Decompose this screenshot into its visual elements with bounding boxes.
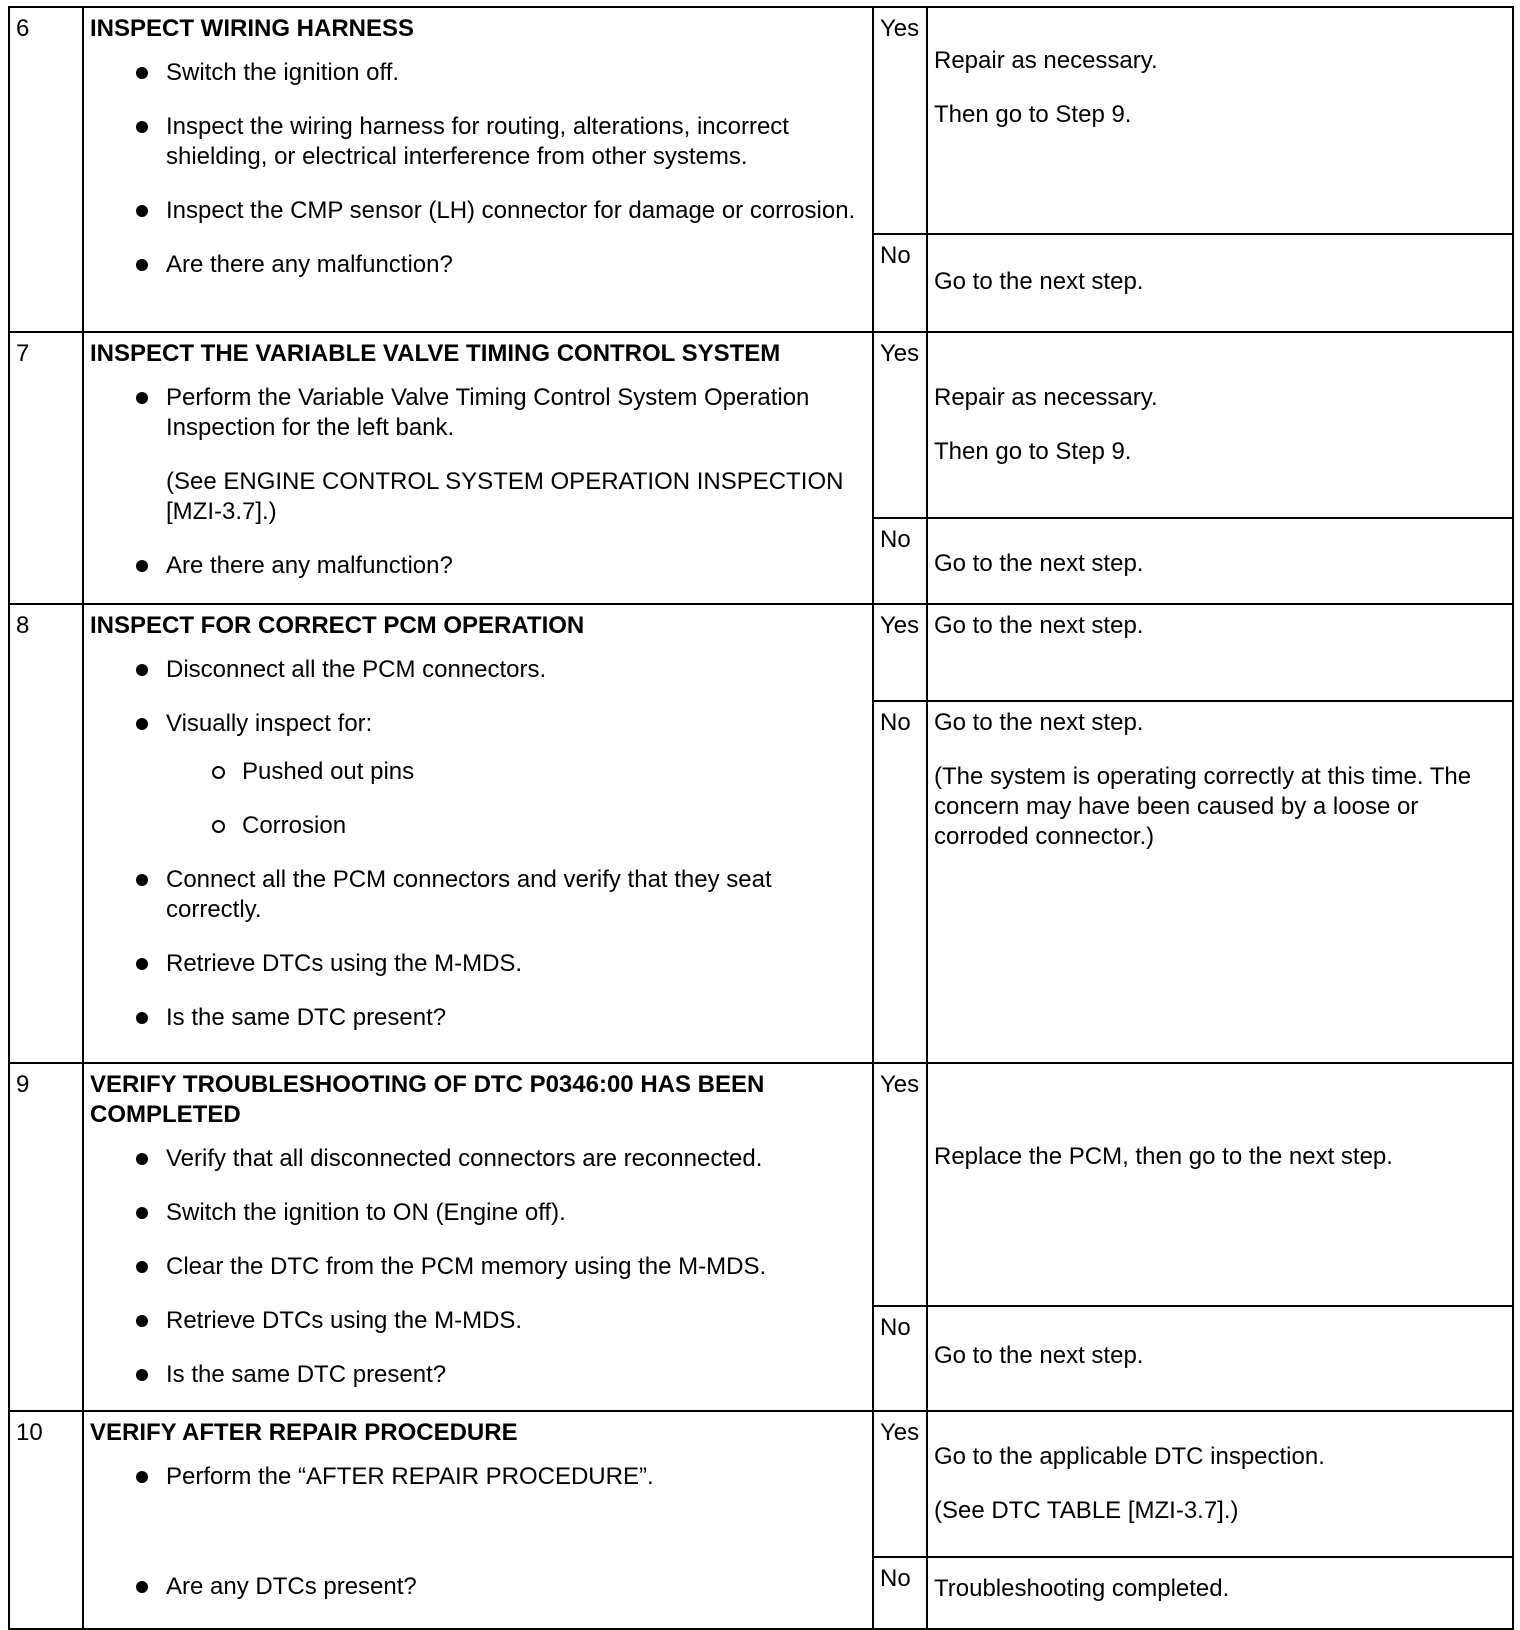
no-label: No <box>873 1557 927 1629</box>
no-label: No <box>873 701 927 1063</box>
step-title: VERIFY TROUBLESHOOTING OF DTC P0346:00 HAS BEEN COMPLETED <box>90 1071 765 1128</box>
step-title: VERIFY AFTER REPAIR PROCEDURE <box>90 1419 518 1446</box>
yes-label: Yes <box>873 1063 927 1306</box>
list-item: Verify that all disconnected connectors are reconnected. <box>136 1144 866 1174</box>
sub-list-item: Corrosion <box>212 811 866 841</box>
list-item: Inspect the CMP sensor (LH) connector for damage or corrosion. <box>136 196 866 226</box>
no-result <box>927 234 1513 332</box>
table-row <box>9 7 1513 234</box>
spacer <box>90 1516 866 1572</box>
result-text: Then go to Step 9. <box>934 101 1132 128</box>
list-item: Perform the “AFTER REPAIR PROCEDURE”. <box>136 1462 866 1492</box>
step-actions <box>83 332 873 604</box>
no-label: No <box>873 1306 927 1411</box>
result-text: Go to the next step. <box>934 550 1144 577</box>
table-row <box>9 604 1513 701</box>
step-number: 8 <box>9 604 83 1063</box>
table-row <box>9 1411 1513 1557</box>
list-item: Connect all the PCM connectors and verify that they seat correctly. <box>136 865 866 925</box>
yes-result <box>927 604 1513 701</box>
list-item-text: Visually inspect for: <box>166 710 373 737</box>
list-item: Clear the DTC from the PCM memory using the M-MDS. <box>136 1252 866 1282</box>
result-note: (The system is operating correctly at this time. The concern may have been caused by a loose or corroded connector.) <box>934 763 1472 850</box>
result-text: Go to the next step. <box>934 1342 1144 1369</box>
result-text: Repair as necessary. <box>934 47 1158 74</box>
no-result <box>927 701 1513 1063</box>
result-note: (See DTC TABLE [MZI-3.7].) <box>934 1497 1239 1524</box>
list-item: Are there any malfunction? <box>136 551 866 581</box>
yes-label: Yes <box>873 7 927 234</box>
step-actions <box>83 604 873 1063</box>
result-text: Go to the applicable DTC inspection. <box>934 1443 1325 1470</box>
yes-label: Yes <box>873 604 927 701</box>
list-item: Retrieve DTCs using the M-MDS. <box>136 949 866 979</box>
list-item: Switch the ignition off. <box>136 58 866 88</box>
step-number: 6 <box>9 7 83 332</box>
sub-list-item: Pushed out pins <box>212 757 866 787</box>
no-result <box>927 1306 1513 1411</box>
step-actions <box>83 7 873 332</box>
step-number: 9 <box>9 1063 83 1411</box>
no-result <box>927 518 1513 604</box>
result-text: Go to the next step. <box>934 612 1144 639</box>
step-actions <box>83 1411 873 1629</box>
list-item: Is the same DTC present? <box>136 1360 866 1390</box>
list-item <box>136 709 866 841</box>
yes-label: Yes <box>873 332 927 518</box>
result-text: Then go to Step 9. <box>934 438 1132 465</box>
step-number: 10 <box>9 1411 83 1629</box>
list-item: Is the same DTC present? <box>136 1003 866 1033</box>
yes-result <box>927 7 1513 234</box>
no-result <box>927 1557 1513 1629</box>
result-text: Troubleshooting completed. <box>934 1575 1230 1602</box>
step-number: 7 <box>9 332 83 604</box>
list-item: Perform the Variable Valve Timing Control System Operation Inspection for the left bank. <box>136 383 866 443</box>
step-title: INSPECT THE VARIABLE VALVE TIMING CONTROL SYSTEM <box>90 340 781 367</box>
yes-result <box>927 1063 1513 1306</box>
step-actions <box>83 1063 873 1411</box>
list-item: Inspect the wiring harness for routing, alterations, incorrect shielding, or electrical interference from other systems. <box>136 112 866 172</box>
list-item: Are any DTCs present? <box>136 1572 866 1602</box>
no-label: No <box>873 234 927 332</box>
result-text: Replace the PCM, then go to the next step. <box>934 1143 1393 1170</box>
table-row <box>9 1063 1513 1306</box>
troubleshooting-table <box>8 6 1514 1630</box>
table-row <box>9 332 1513 518</box>
result-text: Go to the next step. <box>934 268 1144 295</box>
yes-result <box>927 332 1513 518</box>
result-text: Repair as necessary. <box>934 384 1158 411</box>
list-item: Switch the ignition to ON (Engine off). <box>136 1198 866 1228</box>
result-text: Go to the next step. <box>934 709 1144 736</box>
reference-note: (See ENGINE CONTROL SYSTEM OPERATION INSPECTION [MZI-3.7].) <box>166 468 844 525</box>
step-title: INSPECT FOR CORRECT PCM OPERATION <box>90 612 585 639</box>
yes-result <box>927 1411 1513 1557</box>
no-label: No <box>873 518 927 604</box>
list-item: Are there any malfunction? <box>136 250 866 280</box>
list-item: Retrieve DTCs using the M-MDS. <box>136 1306 866 1336</box>
step-title: INSPECT WIRING HARNESS <box>90 15 415 42</box>
list-item: Disconnect all the PCM connectors. <box>136 655 866 685</box>
yes-label: Yes <box>873 1411 927 1557</box>
